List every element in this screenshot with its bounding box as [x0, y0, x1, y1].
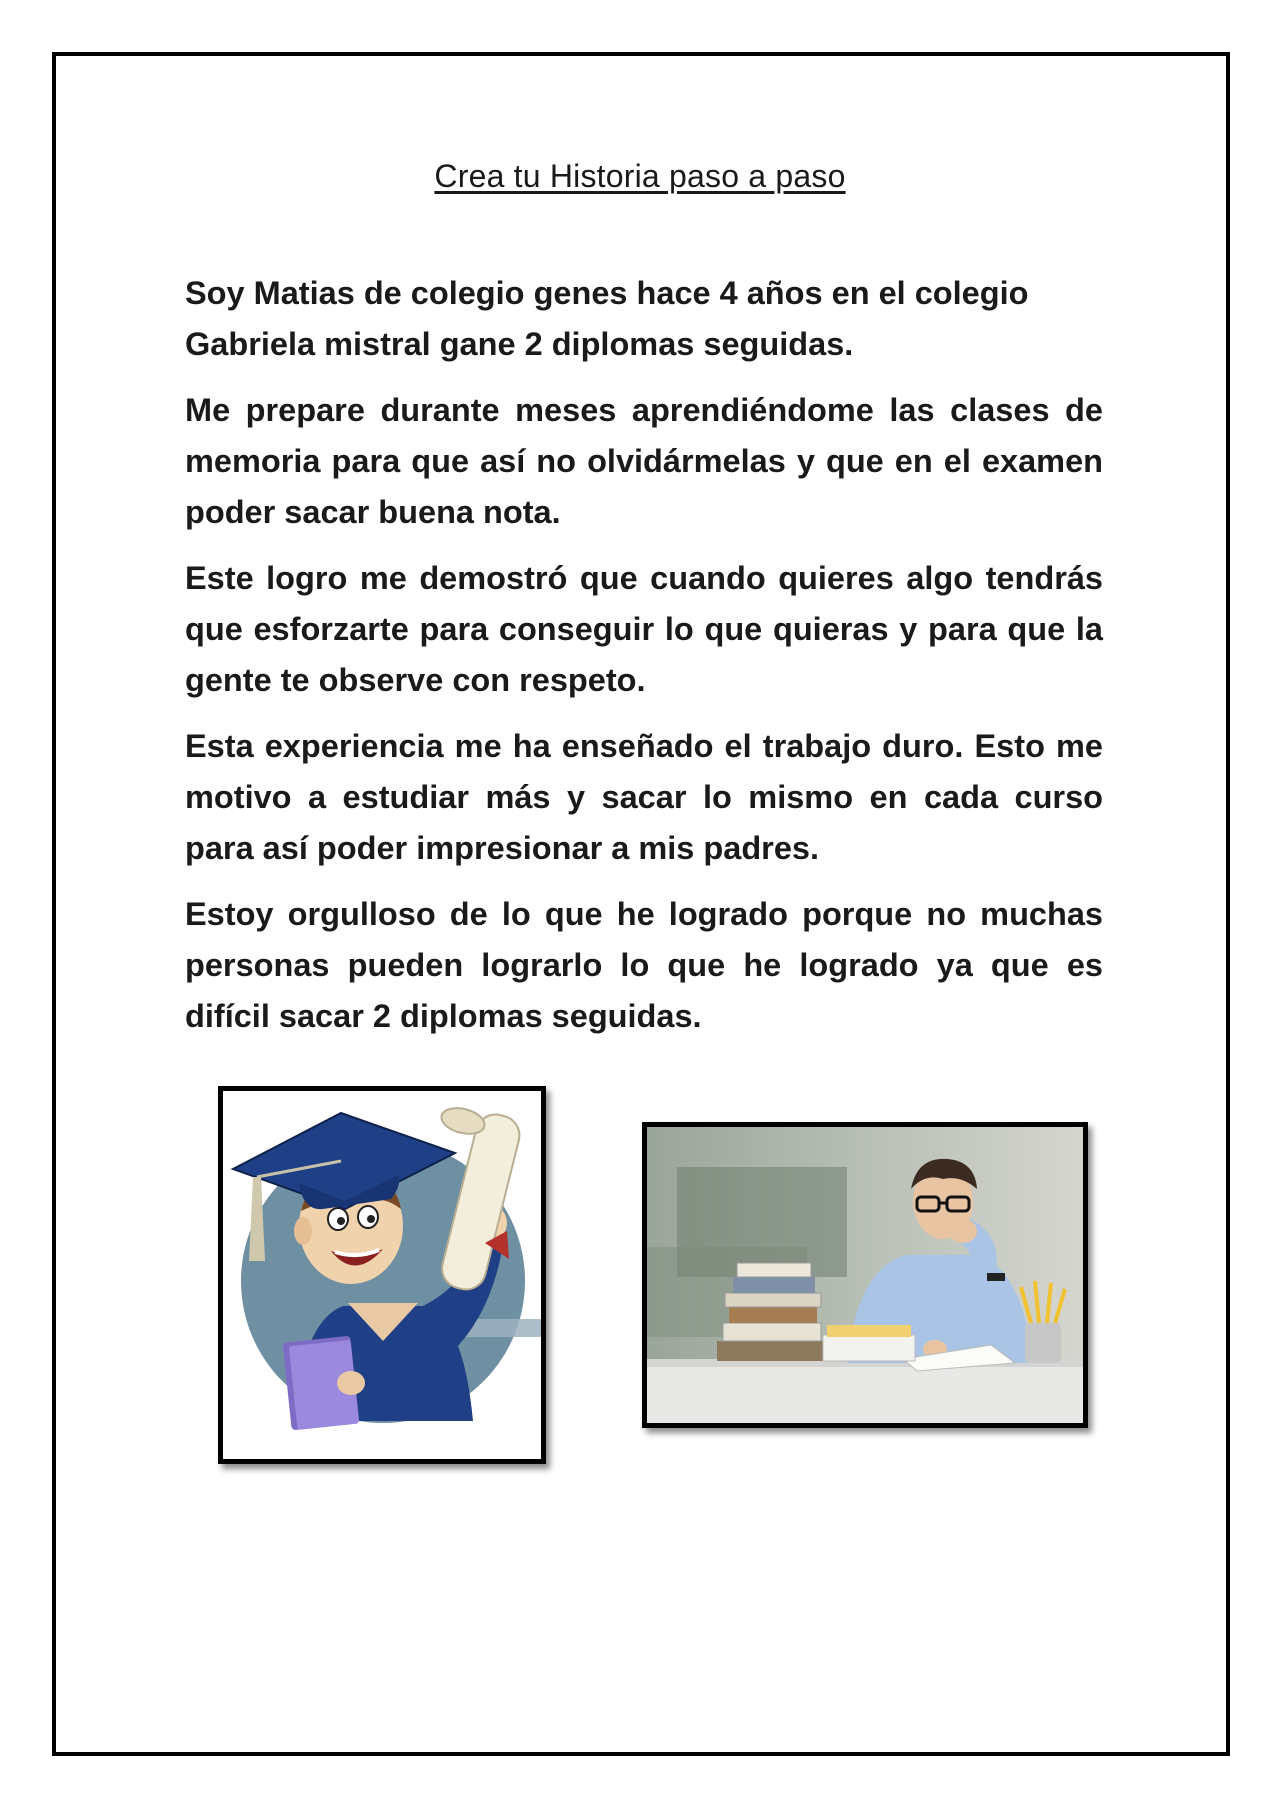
graduate-illustration	[218, 1086, 546, 1464]
page-title: Crea tu Historia paso a paso	[434, 158, 846, 194]
graduate-cartoon-image	[223, 1091, 541, 1459]
student-studying-photo	[642, 1122, 1088, 1428]
paragraph-4: Esta experiencia me ha enseñado el trabajo duro. Esto me motivo a estudiar más y sacar lo mismo en cada curso para así poder impresionar a mis padres.	[185, 728, 1103, 866]
paragraph-5: Estoy orgulloso de lo que he logrado porque no muchas personas pueden lograrlo lo que he logrado ya que es difícil sacar 2 diplomas seguidas.	[185, 896, 1103, 1034]
story-body	[185, 268, 1103, 1057]
paragraph-2: Me prepare durante meses aprendiéndome las clases de memoria para que así no olvidármelas y que en el examen poder sacar buena nota.	[185, 392, 1103, 530]
student-studying-image	[647, 1127, 1083, 1423]
paragraph-1: Soy Matias de colegio genes hace 4 años en el colegio Gabriela mistral gane 2 diplomas seguidas.	[185, 275, 1029, 362]
paragraph-3: Este logro me demostró que cuando quieres algo tendrás que esforzarte para conseguir lo que quieras y para que la gente te observe con respeto.	[185, 560, 1103, 698]
